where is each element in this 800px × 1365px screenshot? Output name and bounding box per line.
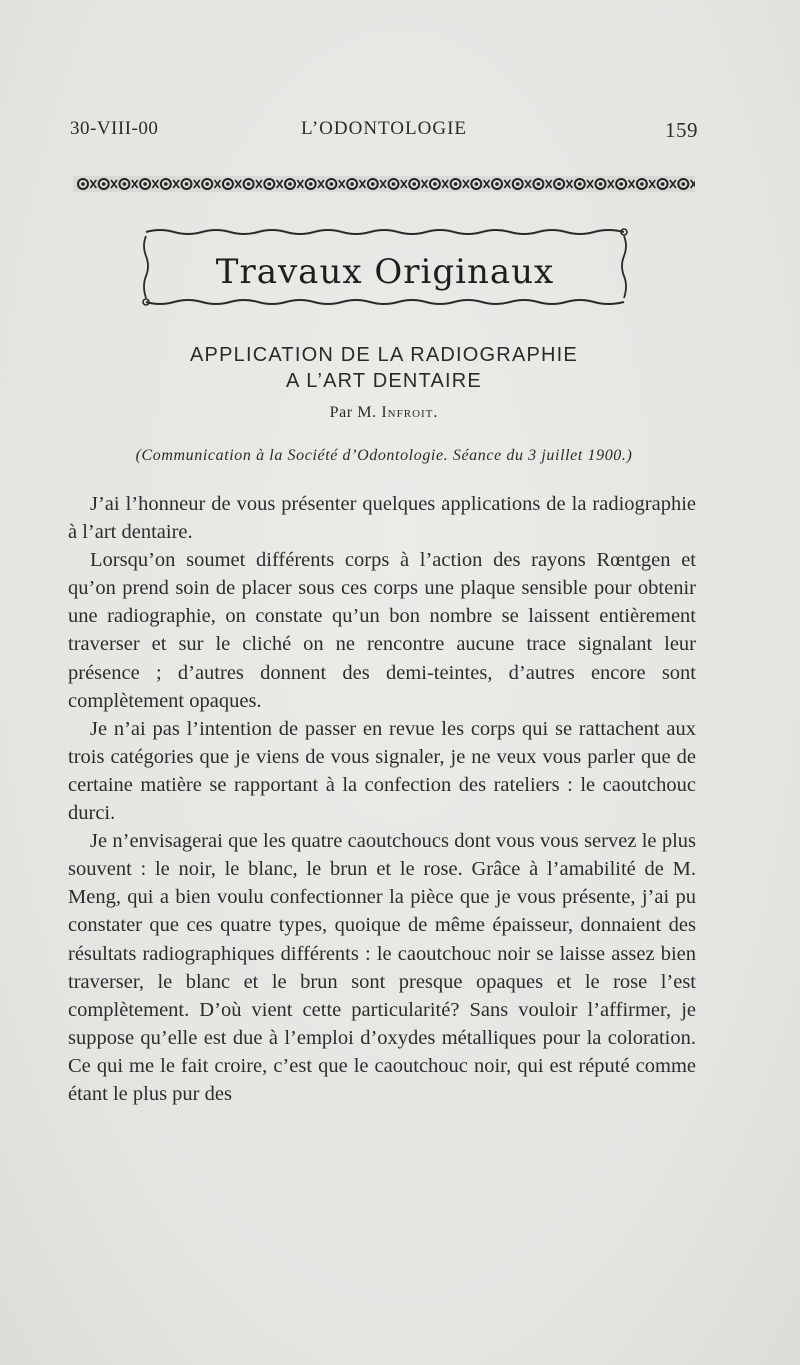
ornament-dot [661,182,665,186]
ornament-dot [123,182,127,186]
ornament-dot [205,182,209,186]
ornament-dot [682,182,686,186]
header-date: 30-VIII-00 [70,118,159,139]
paragraph-2: Lorsqu’on soumet différents corps à l’action des rayons Rœntgen et qu’on prend soin de placer sous ces corps une plaque sensible pour obtenir une radiographie, on constate qu’un bon nombre se laissent entièrement traverser et sur le cliché on ne rencontre aucune trace signalant leur présence ; d’autres donnent des demi-teintes, d’autres encore sont complètement opaques. [68,549,696,712]
ornament-dot [330,182,334,186]
ornament-dot [433,182,437,186]
ornament-dot [81,182,85,186]
ornament-dot [475,182,479,186]
ornament-dot [516,182,520,186]
ornament-dot [454,182,458,186]
ornament-dot [495,182,499,186]
ornament-dot [537,182,541,186]
running-head [70,118,698,148]
byline [70,404,698,422]
paragraph-3: Je n’ai pas l’intention de passer en revue les corps qui se rattachent aux trois catégories que je viens de vous signaler, je ne veux vous parler que de certaine matière se rapportant à la confection des rateliers : le caoutchouc durci. [68,717,696,825]
ornament-dot [164,182,168,186]
ornament-dot [350,182,354,186]
ornament-dot [102,182,106,186]
decorative-border-icon [73,176,695,192]
ornament-dot [557,182,561,186]
article-body [68,490,696,1108]
section-title: Travaux Originaux [215,252,555,292]
ornament-dot [247,182,251,186]
author-name: Infroit. [381,404,439,421]
ornament-dot [619,182,623,186]
ornament-dot [640,182,644,186]
page-number: 159 [665,118,698,142]
paragraph-4: Je n’envisagerai que les quatre caoutchoucs dont vous vous servez le plus souvent : le noir, le blanc, le brun et le rose. Grâce à l’amabilité de M. Meng, qui a bien voulu confectionner la pièce que je vous présente, j’ai pu constater que ces quatre types, quoique de même épaisseur, donnaient des résultats radiographiques différents : le caoutchouc noir se laisse assez bien traverser, le blanc et le brun sont presque opaques et le rose l’est complètement. D’où vient cette particularité? Sans vouloir l’affirmer, je suppose qu’elle est due à l’emploi d’oxydes métalliques pour la coloration. Ce qui me le fait croire, c’est que le caoutchouc noir, qui est réputé comme étant le plus pur des [68,830,696,1105]
ornament-dot [143,182,147,186]
paragraph-1: J’ai l’honneur de vous présenter quelques applications de la radiographie à l’art dentaire. [68,493,696,544]
ornament-dot [185,182,189,186]
ornament-dot [226,182,230,186]
ornament-dot [371,182,375,186]
byline-prefix: Par M. [329,404,377,421]
article-title-line1: APPLICATION DE LA RADIOGRAPHIE [190,344,578,366]
header-journal-title: L’ODONTOLOGIE [300,118,468,139]
ornament-dot [268,182,272,186]
ornament-dot [578,182,582,186]
ornament-dot [392,182,396,186]
ornament-dot [599,182,603,186]
article-title-line2: A L’ART DENTAIRE [286,370,482,392]
ornament-dot [412,182,416,186]
article-title [70,342,698,394]
ornament-dot [309,182,313,186]
ornament-dot [288,182,292,186]
section-heading-frame [140,226,630,308]
communication-note: (Communication à la Société d’Odontologie. Séance du 3 juillet 1900.) [135,447,633,464]
